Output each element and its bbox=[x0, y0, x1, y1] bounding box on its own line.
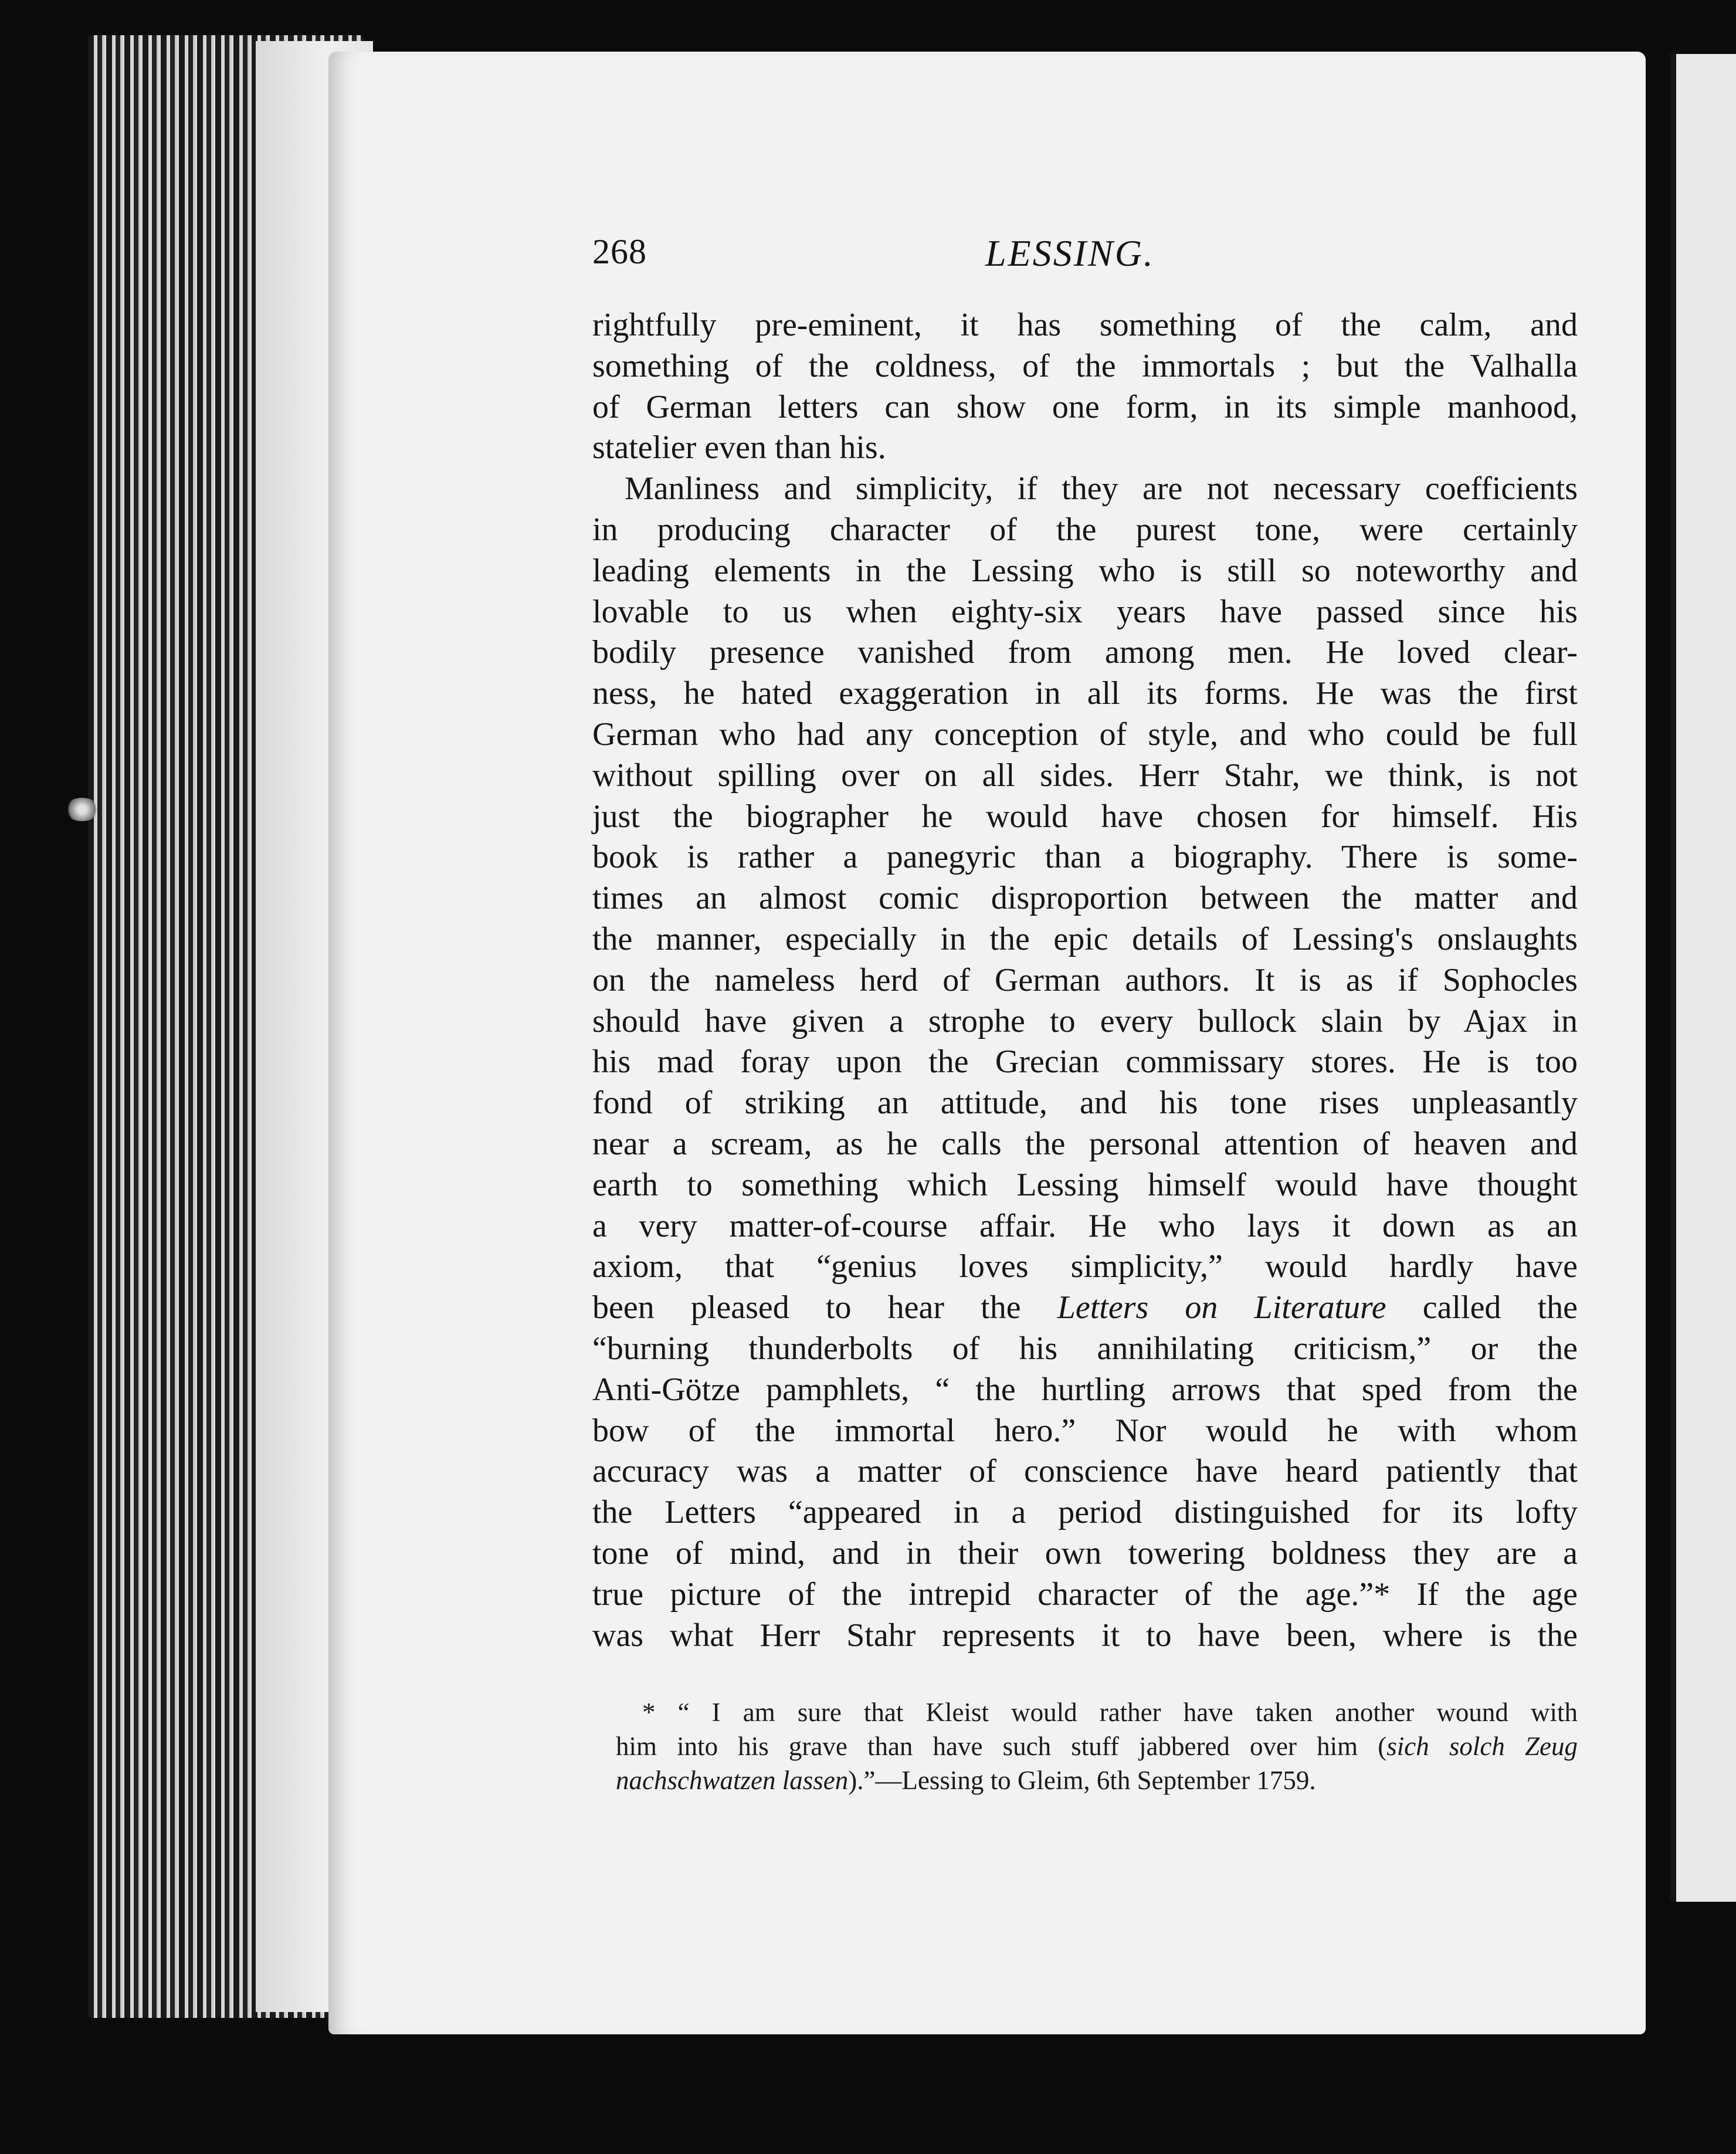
text-line: of German letters can show one form, in its simple manhood, bbox=[592, 388, 1578, 425]
text-line: bodily presence vanished from among men. He loved clear- bbox=[592, 634, 1578, 671]
footnote-line: * “ I am sure that Kleist would rather have taken another wound with bbox=[642, 1698, 1578, 1727]
text-segment: ).”—Lessing to Gleim, 6th September 1759. bbox=[848, 1766, 1316, 1795]
text-line: lovable to us when eighty-six years have passed since his bbox=[592, 593, 1578, 630]
book-title-italic: Letters on Literature bbox=[1057, 1289, 1386, 1326]
text-line bbox=[592, 1288, 1578, 1329]
text-line: should have given a strophe to every bullock slain by Ajax in bbox=[592, 1003, 1578, 1039]
footnote-line bbox=[616, 1729, 1578, 1763]
text-line: his mad foray upon the Grecian commissary stores. He is too bbox=[592, 1044, 1578, 1081]
text-line: the manner, especially in the epic details of Lessing's onslaughts bbox=[592, 920, 1578, 957]
text-line: rightfully pre-eminent, it has something of the calm, and bbox=[592, 307, 1578, 343]
text-line: just the biographer he would have chosen for himself. His bbox=[592, 798, 1578, 835]
text-line: near a scream, as he calls the personal attention of heaven and bbox=[592, 1125, 1578, 1162]
footnote bbox=[616, 1695, 1578, 1797]
text-line: was what Herr Stahr represents it to have been, where is the bbox=[592, 1617, 1578, 1654]
paragraph-start-line: Manliness and simplicity, if they are not necessary coefficients bbox=[625, 470, 1578, 507]
text-line: statelier even than his. bbox=[592, 429, 886, 466]
german-quote-italic: nachschwatzen lassen bbox=[616, 1766, 849, 1795]
text-line: without spilling over on all sides. Herr Stahr, we think, is not bbox=[592, 757, 1578, 794]
facing-page-edge bbox=[1670, 54, 1736, 1902]
text-segment: him into his grave than have such stuff jabbered over him ( bbox=[616, 1732, 1387, 1761]
page-number: 268 bbox=[592, 232, 647, 271]
text-line: leading elements in the Lessing who is still so noteworthy and bbox=[592, 552, 1578, 589]
text-line: bow of the immortal hero.” Nor would he with whom bbox=[592, 1412, 1578, 1449]
text-line: Anti-Götze pamphlets, “ the hurtling arrows that sped from the bbox=[592, 1371, 1578, 1408]
text-line: on the nameless herd of German authors. It is as if Sophocles bbox=[592, 961, 1578, 998]
running-head bbox=[592, 232, 1179, 279]
body-text bbox=[592, 305, 1578, 1656]
german-quote-italic: sich solch Zeug bbox=[1386, 1732, 1578, 1761]
text-line: axiom, that “genius loves simplicity,” would hardly have bbox=[592, 1248, 1578, 1285]
text-line: earth to something which Lessing himself would have thought bbox=[592, 1166, 1578, 1203]
footnote-line bbox=[616, 1763, 1578, 1797]
binding-mark bbox=[65, 798, 100, 821]
text-line: accuracy was a matter of conscience have heard patiently that bbox=[592, 1453, 1578, 1490]
text-segment: called the bbox=[1386, 1289, 1578, 1326]
text-line: German who had any conception of style, and who could be full bbox=[592, 716, 1578, 753]
text-line: fond of striking an attitude, and his tone rises unpleasantly bbox=[592, 1085, 1578, 1122]
text-line: book is rather a panegyric than a biography. There is some- bbox=[592, 839, 1578, 876]
text-segment: been pleased to hear the bbox=[592, 1289, 1057, 1326]
text-line: the Letters “appeared in a period distinguished for its lofty bbox=[592, 1494, 1578, 1531]
text-line: times an almost comic disproportion between the matter and bbox=[592, 880, 1578, 917]
text-line: a very matter-of-course affair. He who lays it down as an bbox=[592, 1207, 1578, 1244]
text-line: in producing character of the purest tone, were certainly bbox=[592, 511, 1578, 548]
text-line: something of the coldness, of the immortals ; but the Valhalla bbox=[592, 347, 1578, 384]
running-title: LESSING. bbox=[985, 232, 1155, 274]
text-line: ness, he hated exaggeration in all its forms. He was the first bbox=[592, 675, 1578, 712]
text-line: true picture of the intrepid character of the age.”* If the age bbox=[592, 1576, 1578, 1613]
text-line: “burning thunderbolts of his annihilating criticism,” or the bbox=[592, 1330, 1578, 1367]
text-line: tone of mind, and in their own towering boldness they are a bbox=[592, 1535, 1578, 1572]
